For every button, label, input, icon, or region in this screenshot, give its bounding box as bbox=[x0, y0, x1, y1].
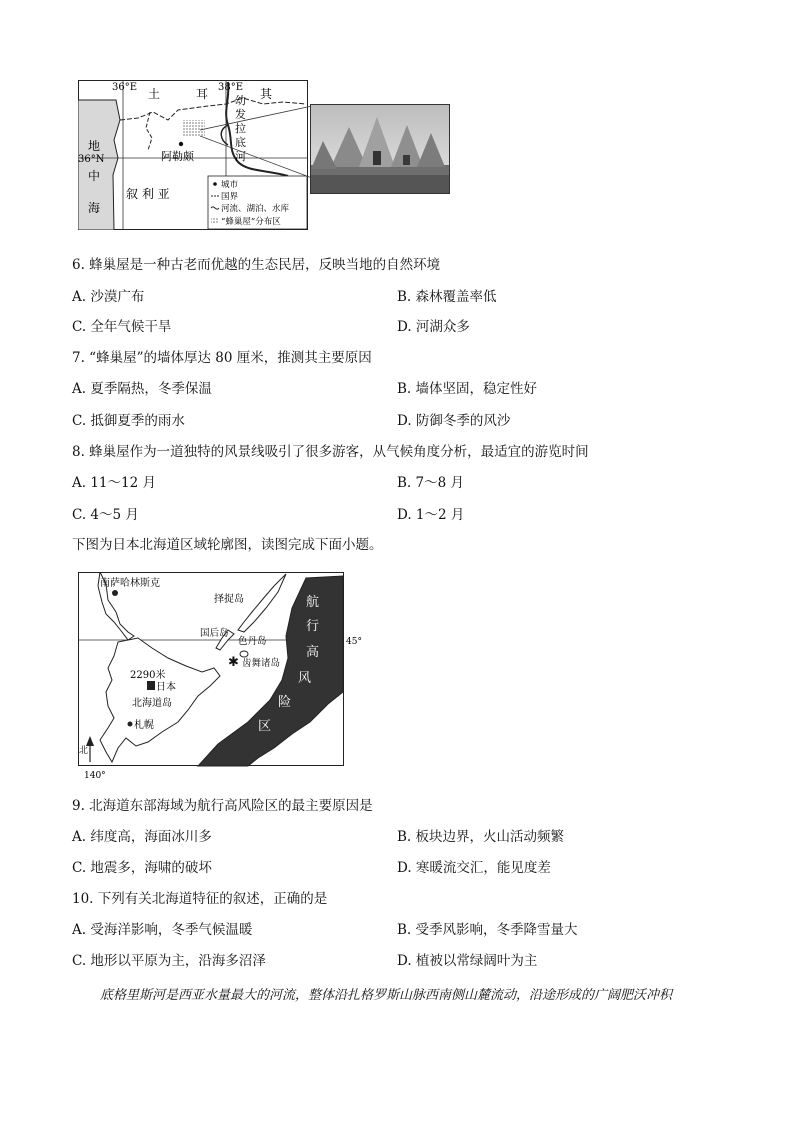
q7-option-d[interactable]: D. 防御冬季的风沙 bbox=[397, 413, 511, 429]
q10-option-b[interactable]: B. 受季风影响，冬季降雪量大 bbox=[397, 922, 578, 938]
lat-36-label: 36°N bbox=[78, 154, 105, 165]
question-10-stem: 10. 下列有关北海道特征的叙述，正确的是 bbox=[72, 891, 328, 907]
lon-36-label: 36°E bbox=[112, 82, 138, 93]
q6-option-b[interactable]: B. 森林覆盖率低 bbox=[397, 289, 497, 305]
lon-140-label: 140° bbox=[84, 771, 106, 781]
zone-char-6: 区 bbox=[258, 719, 272, 734]
turkey-label-3: 其 bbox=[260, 87, 273, 101]
turkey-label-1: 土 bbox=[148, 87, 161, 101]
q8-option-d[interactable]: D. 1～2 月 bbox=[397, 507, 465, 523]
kunashiri-label: 国后岛 bbox=[200, 628, 229, 639]
question-9-stem: 9. 北海道东部海域为航行高风险区的最主要原因是 bbox=[72, 798, 373, 814]
question-7-stem: 7. “蜂巢屋”的墙体厚达 80 厘米，推测其主要原因 bbox=[72, 350, 372, 366]
aleppo-label: 阿勒颇 bbox=[161, 150, 194, 163]
q7-option-c[interactable]: C. 抵御夏季的雨水 bbox=[72, 413, 185, 429]
euphrates-4: 底 bbox=[235, 136, 246, 149]
etorofu-label: 择捉岛 bbox=[214, 594, 244, 605]
legend-beehive: “蜂巢屋”分布区 bbox=[221, 217, 281, 227]
sakhalinsk-label: 南萨哈林斯克 bbox=[100, 578, 160, 589]
north-label: 北 bbox=[79, 746, 89, 756]
q8-option-b[interactable]: B. 7～8 月 bbox=[397, 475, 464, 491]
turkey-label-2: 耳 bbox=[196, 87, 209, 101]
zone-char-5: 险 bbox=[278, 695, 292, 710]
euphrates-3: 拉 bbox=[235, 122, 246, 135]
q9-option-d[interactable]: D. 寒暖流交汇，能见度差 bbox=[397, 860, 551, 876]
sea-label-2: 中 bbox=[88, 169, 101, 183]
hokkaido-map bbox=[78, 572, 370, 784]
lon-38-label: 38°E bbox=[218, 82, 244, 93]
syria-label: 叙 利 亚 bbox=[126, 187, 170, 201]
sea-label-3: 海 bbox=[88, 201, 101, 215]
habomai-star: ✱ bbox=[228, 655, 239, 670]
q9-option-a[interactable]: A. 纬度高，海面冰川多 bbox=[72, 829, 212, 845]
q10-option-a[interactable]: A. 受海洋影响，冬季气候温暖 bbox=[72, 922, 253, 938]
question-8-stem: 8. 蜂巢屋作为一道独特的风景线吸引了很多游客，从气候角度分析，最适宜的游览时间 bbox=[72, 444, 589, 460]
map-legend bbox=[208, 176, 307, 229]
euphrates-5: 河 bbox=[235, 150, 246, 163]
habomai-label: 齿舞诸岛 bbox=[242, 658, 281, 669]
q9-option-c[interactable]: C. 地震多，海啸的破坏 bbox=[72, 860, 212, 876]
peak-label: 2290米 bbox=[130, 670, 166, 681]
zone-char-1: 航 bbox=[306, 595, 320, 610]
sapporo-label: 札幌 bbox=[134, 720, 154, 731]
sea-label-1: 地 bbox=[88, 139, 101, 153]
legend-city: 城市 bbox=[221, 180, 239, 190]
q8-option-a[interactable]: A. 11～12 月 bbox=[72, 475, 156, 491]
lat-45-label: 45° bbox=[346, 637, 362, 647]
euphrates-2: 发 bbox=[235, 108, 246, 121]
hokkaido-label: 北海道岛 bbox=[132, 698, 172, 709]
q6-option-c[interactable]: C. 全年气候干旱 bbox=[72, 319, 172, 335]
q7-option-a[interactable]: A. 夏季隔热，冬季保温 bbox=[72, 381, 212, 397]
shikotan-label: 色丹岛 bbox=[238, 636, 267, 647]
beehive-house-photo bbox=[310, 104, 450, 194]
legend-river: 河流、湖泊、水库 bbox=[221, 204, 290, 214]
japan-label: 日本 bbox=[156, 682, 176, 693]
callout-lines bbox=[200, 100, 312, 180]
q6-option-d[interactable]: D. 河湖众多 bbox=[397, 319, 470, 335]
q8-option-c[interactable]: C. 4～5 月 bbox=[72, 507, 139, 523]
q9-option-b[interactable]: B. 板块边界，火山活动频繁 bbox=[397, 829, 565, 845]
zone-char-2: 行 bbox=[306, 619, 320, 634]
q7-option-b[interactable]: B. 墙体坚固，稳定性好 bbox=[397, 381, 538, 397]
question-6-stem: 6. 蜂巢屋是一种古老而优越的生态民居，反映当地的自然环境 bbox=[72, 257, 441, 273]
q10-option-d[interactable]: D. 植被以常绿阔叶为主 bbox=[397, 953, 538, 969]
q6-option-a[interactable]: A. 沙漠广布 bbox=[72, 289, 145, 305]
section-intro: 下图为日本北海道区域轮廓图，读图完成下面小题。 bbox=[72, 537, 383, 553]
euphrates-1: 幼 bbox=[235, 94, 246, 107]
q10-option-c[interactable]: C. 地形以平原为主，沿海多沼泽 bbox=[72, 953, 266, 969]
legend-border: 国界 bbox=[221, 192, 239, 202]
city-marker bbox=[179, 142, 183, 146]
zone-char-4: 风 bbox=[298, 671, 312, 686]
passage-text: 底格里斯河是西亚水量最大的河流，整体沿扎格罗斯山脉西南侧山麓流动，沿途形成的广阔肥沃冲积 bbox=[100, 988, 673, 1003]
zone-char-3: 高 bbox=[306, 645, 320, 660]
